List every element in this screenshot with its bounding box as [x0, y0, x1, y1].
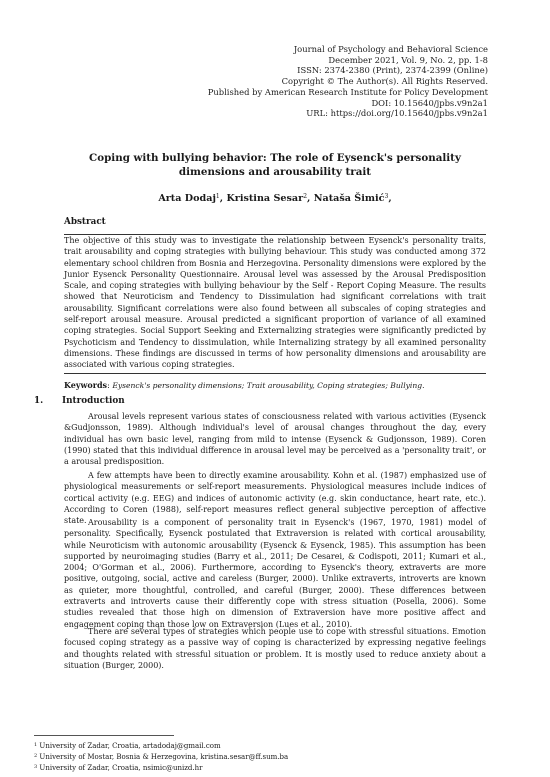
body-paragraph: Arousal levels represent various states of consciousness related with various activities (Eysenck &Gudjonsson, 1989). Although individual's level of arousal changes throughout the day, every individual has own basic level, ranging from mild to intense (Eysenck & Gudjonsson, 1989). Coren (1990) stated that this individual difference in arousal level may be perceived as a 'personality trait', or a arousal predisposition.: [64, 412, 486, 467]
footnote-mark: 3: [34, 764, 38, 770]
journal-url: URL: https://doi.org/10.15640/jpbs.v9n2a1: [306, 108, 488, 119]
author-affiliation-mark: 3: [384, 193, 389, 200]
abstract-heading: Abstract: [64, 217, 106, 227]
keywords-label: Keywords: [64, 380, 108, 390]
keywords-text: Eysenck's personality dimensions; Trait arousability, Coping strategies; Bullying.: [112, 381, 425, 390]
section-number: 1.: [34, 396, 44, 406]
footnote-text: University of Zadar, Croatia, artadodaj@gmail.com: [39, 742, 221, 750]
body-paragraph: A few attempts have been to directly examine arousability. Kohn et al. (1987) emphasized use of physiological measurements or self-report measurements. Physiological measures include indices of cortical activity (e.g. EEG) and indices of autonomic activity (e.g. skin conductance, heart rate, etc.). According to Coren (1988), self-report measures reflect general subjective perception of affective state.: [64, 471, 486, 526]
author-affiliation-mark: 2: [303, 193, 308, 200]
footnote-text: University of Zadar, Croatia, nsimic@unizd.hr: [39, 764, 203, 772]
author-name: Arta Dodaj: [158, 193, 216, 204]
author-separator: ,: [219, 193, 227, 204]
keywords-line: [64, 380, 486, 390]
journal-publisher: Published by American Research Institute for Policy Development: [207, 86, 488, 97]
author-affiliation-mark: 1: [215, 193, 220, 200]
author-name: Kristina Sesar: [226, 193, 304, 204]
footnote: [34, 740, 288, 751]
author-list: [0, 193, 550, 204]
footnote-mark: 1: [34, 742, 38, 748]
journal-header: [208, 44, 488, 119]
paper-title: Coping with bullying behavior: The role of Eysenck's personality dimensions and arousability trait: [89, 152, 461, 178]
journal-issn: ISSN: 2374-2380 (Print), 2374-2399 (Online): [297, 65, 488, 76]
journal-name: Journal of Psychology and Behavioral Science: [293, 44, 488, 54]
abstract-text: The objective of this study was to investigate the relationship between Eysenck's personality traits, trait arousability and coping strategies with bullying behaviour. This study was conducted among 372 elementary school children from Bosnia and Herzegovina. Personality dimensions were explored by the Junior Eysenck Personality Questionnaire. Arousal level was assessed by the Arousal Predisposition Scale, and coping strategies with bullying behaviour by the Self - Report Coping Measure. The results showed that Neuroticism and Tendency to Dissimulation had significant correlations with trait arousability. Significant correlations were also found between all subscales of coping strategies and self-report arousal measure. Arousal predicted a significant proportion of variance of all examined coping strategies. Social Support Seeking and Externalizing strategies were significantly predicted by Psychoticism and Tendency to dissimulation, while Internalizing strategy by all examined personality dimensions. These findings are discussed in terms of how personality dimensions and arousability are associated with various coping strategies.: [64, 236, 486, 370]
footnote-text: University of Mostar, Bosnia & Herzegovina, kristina.sesar@ff.sum.ba: [39, 753, 289, 761]
journal-doi: DOI: 10.15640/jpbs.v9n2a1: [371, 97, 488, 108]
footnote: [34, 762, 288, 773]
footnote-mark: 2: [34, 753, 38, 759]
author-name: Nataša Šimić: [313, 193, 385, 204]
keywords-separator: :: [107, 381, 113, 390]
section-title: Introduction: [62, 396, 125, 406]
abstract-bottom-rule: [64, 373, 486, 374]
author-separator: ,: [388, 193, 392, 204]
author-separator: ,: [307, 193, 314, 204]
footnote-rule: [34, 735, 174, 736]
body-paragraph: Arousability is a component of personality trait in Eysenck's (1967, 1970, 1981) model of personality. Specifically, Eysenck postulated that Extraversion is related with cortical arousability, while Neuroticism with autonomic arousability (Eysenck & Eysenck, 1985). This assumption has been supported by neuroimaging studies (Barry et al., 2011; De Cesarei, & Codispoti, 2011; Kumari et al., 2004; O'Gorman et al., 2006). Furthermore, according to Eysenck's theory, extraverts are more positive, outgoing, social, active and careless (Burger, 2000). Unlike extraverts, introverts are known as quieter, more thoughtful, controlled, and careful (Burger, 2000). These differences between extraverts and introverts cause their differently cope with stress situation (Posella, 2006). Some studies revealed that those high on dimension of Extraversion have more positive affect and engagement coping than those low on Extraversion (Lues et al., 2010).: [64, 518, 486, 629]
journal-copyright: Copyright © The Author(s). All Rights Reserved.: [281, 76, 488, 87]
footnotes: [34, 740, 288, 773]
footnote: [34, 751, 288, 762]
body-paragraph: There are several types of strategies which people use to cope with stressful situations. Emotion focused coping strategy as a passive way of coping is characterized by expressing negative feelings and thoughts related with stressful situation or problem. It is mostly used to reduce anxiety about a situation (Burger, 2000).: [64, 627, 486, 670]
section-heading: [34, 396, 125, 406]
journal-issue: December 2021, Vol. 9, No. 2, pp. 1-8: [328, 54, 488, 65]
